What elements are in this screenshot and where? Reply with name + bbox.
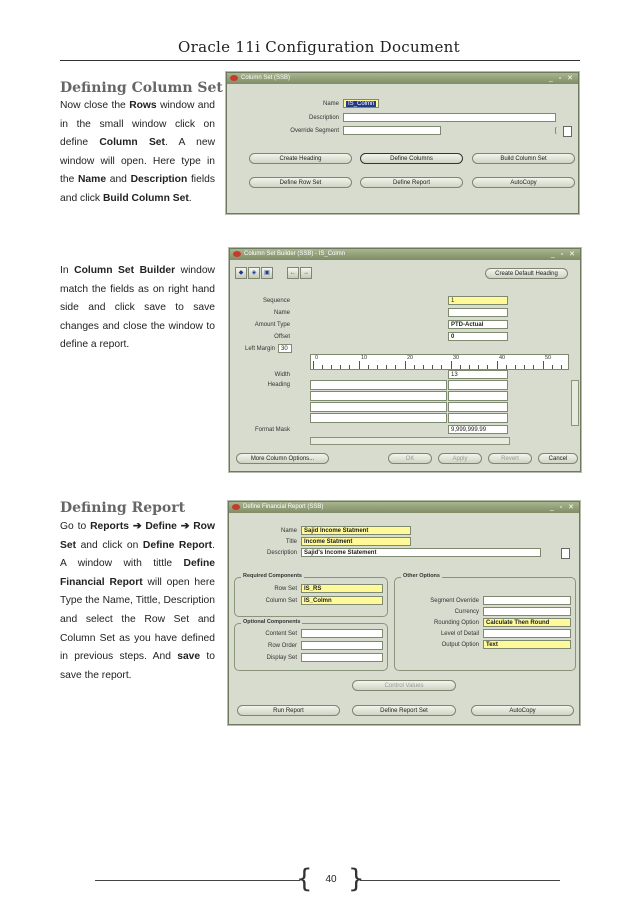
currency-label: Currency (454, 609, 479, 615)
apply-button[interactable]: Apply (438, 453, 482, 464)
section1-paragraph (60, 97, 215, 209)
document-header: Oracle 11i Configuration Document (178, 38, 460, 56)
window-title: Define Financial Report (SSB) (243, 504, 324, 510)
arrow-right-icon[interactable]: → (300, 267, 312, 279)
section-title-column-set: Defining Column Set (60, 80, 223, 96)
window-titlebar[interactable] (227, 73, 578, 84)
flex-field-checkbox[interactable] (563, 126, 572, 137)
column-set-label: Column Set (265, 598, 297, 604)
left-margin-label: Left Margin (244, 346, 275, 352)
level-of-detail-label: Level of Detail (440, 631, 479, 637)
column-ruler (310, 354, 569, 370)
autocopy-button[interactable]: AutoCopy (472, 177, 575, 188)
text: and click on (76, 539, 143, 551)
term-define-financial-report: Define Financial Report (60, 558, 215, 588)
column-set-window (226, 72, 579, 214)
control-values-button[interactable]: Control Values (352, 680, 456, 691)
header-rule (60, 60, 580, 61)
display-set-label: Display Set (266, 655, 297, 661)
section3-paragraph (60, 518, 215, 685)
name-label: Name (322, 101, 339, 107)
output-option-label: Output Option (441, 642, 479, 648)
ruler-tick (451, 361, 452, 369)
override-segment-field[interactable] (343, 126, 441, 135)
heading-field[interactable] (448, 380, 508, 390)
footer-rule-left (95, 880, 300, 881)
term-build-column-set: Build Column Set (102, 192, 189, 204)
ruler-label: 20 (407, 355, 414, 361)
ruler-tick (543, 361, 544, 369)
define-report-set-button[interactable]: Define Report Set (352, 705, 456, 716)
text: . A new window will open. Here type in the (60, 137, 215, 186)
ruler-tick (405, 361, 406, 369)
create-heading-button[interactable]: Create Heading (249, 153, 352, 164)
description-field[interactable]: Sajid's Income Statement (301, 548, 541, 557)
create-default-heading-button[interactable]: Create Default Heading (485, 268, 568, 279)
override-segment-label: Override Segment (290, 128, 339, 134)
left-brace-icon: { (296, 864, 313, 894)
term-column-set: Column Set (99, 137, 165, 149)
heading-field[interactable] (448, 413, 508, 423)
footer-rule-right (360, 880, 560, 881)
section2-paragraph (60, 262, 215, 355)
row-set-field[interactable]: IS_RS (301, 584, 383, 593)
term-description: Description (130, 174, 188, 186)
define-row-set-button[interactable]: Define Row Set (249, 177, 352, 188)
window-titlebar[interactable] (230, 249, 580, 260)
term-define: Define (145, 521, 177, 532)
term-column-set-builder: Column Set Builder (74, 265, 176, 276)
right-brace-icon: } (348, 864, 365, 894)
heading-field[interactable] (310, 391, 447, 401)
row-order-label: Row Order (267, 643, 297, 649)
column-set-field[interactable]: IS_Colmn (301, 596, 383, 605)
insert-column-icon[interactable]: ▣ (261, 267, 273, 279)
column-set-builder-window (229, 248, 581, 472)
window-title: Column Set Builder (SSB) - IS_Colmn (244, 251, 346, 257)
sequence-label: Sequence (262, 298, 290, 304)
horizontal-scrollbar[interactable] (310, 437, 510, 445)
text: and (106, 174, 131, 186)
output-option-select[interactable]: Text (483, 640, 571, 649)
text: to save the report. (60, 651, 215, 681)
term-reports: Reports (90, 521, 129, 532)
required-components-group (234, 573, 388, 617)
row-order-field[interactable] (301, 641, 383, 650)
ruler-label: 30 (453, 355, 460, 361)
content-set-field[interactable] (301, 629, 383, 638)
run-report-button[interactable]: Run Report (237, 705, 340, 716)
term-save: save (177, 651, 201, 663)
term-row-set: Row Set (60, 521, 215, 551)
text: Now close the (60, 100, 130, 111)
other-options-group (394, 573, 576, 671)
move-right-icon[interactable]: ◈ (248, 267, 260, 279)
width-field[interactable]: 13 (448, 370, 508, 379)
oracle-logo-icon (233, 251, 241, 257)
text: In (60, 265, 75, 276)
left-margin-field[interactable]: 30 (278, 344, 292, 353)
arrow-right-icon: ➔ (128, 521, 146, 532)
heading-field[interactable] (310, 413, 447, 423)
width-label: Width (274, 372, 290, 378)
group-title: Required Components (243, 573, 302, 579)
heading-label: Heading (267, 382, 290, 388)
ruler-label: 0 (315, 355, 319, 361)
amount-type-field[interactable]: PTD-Actual (448, 320, 508, 329)
content-set-label: Content Set (265, 631, 297, 637)
ruler-label: 50 (545, 355, 552, 361)
revert-button[interactable]: Revert (488, 453, 532, 464)
description-label: Description (308, 115, 339, 121)
name-label: Name (280, 528, 297, 534)
format-mask-field[interactable]: 9,999,999.99 (448, 425, 508, 434)
section-title-defining-report: Defining Report (60, 500, 186, 516)
term-name: Name (78, 174, 107, 186)
column-name-field[interactable] (448, 308, 508, 317)
heading-field[interactable] (310, 380, 447, 390)
window-titlebar[interactable] (229, 502, 579, 513)
group-title: Other Options (403, 573, 440, 579)
offset-label: Offset (274, 334, 290, 340)
move-left-icon[interactable]: ◆ (235, 267, 247, 279)
text: window and in the small window click on define (60, 100, 215, 149)
term-define-report: Define Report (142, 539, 213, 551)
sequence-field[interactable]: 1 (448, 296, 508, 305)
ruler-label: 40 (499, 355, 506, 361)
text: fields and click (60, 174, 215, 204)
rounding-option-select[interactable]: Calculate Then Round (483, 618, 571, 627)
text: Go to (60, 521, 91, 532)
arrow-right-icon: ➔ (176, 521, 194, 532)
level-of-detail-select[interactable] (483, 629, 571, 638)
define-columns-button[interactable]: Define Columns (360, 153, 463, 164)
window-controls-icon[interactable]: _ ▫ ✕ (549, 504, 576, 511)
define-financial-report-window (228, 501, 580, 725)
text: will open here Type the Name, Tittle, Description and select the Row Set and Column Set as you have defined in previous steps. And (60, 576, 215, 663)
row-set-label: Row Set (274, 586, 297, 592)
heading-scrollbar[interactable] (571, 380, 579, 426)
window-title: Column Set (SSB) (241, 75, 291, 81)
name-field[interactable]: IS_Colmn (343, 99, 379, 108)
title-field[interactable]: Income Statment (301, 537, 411, 546)
amount-type-label: Amount Type (254, 322, 290, 328)
text: . A window with tittle (60, 539, 215, 570)
heading-field[interactable] (448, 402, 508, 412)
text: window match the fields as on right hand side and click save to save changes and close the window to define a report. (60, 265, 215, 351)
arrow-left-icon[interactable]: ← (287, 267, 299, 279)
column-name-label: Name (273, 310, 290, 316)
description-label: Description (266, 550, 297, 556)
title-label: Title (285, 539, 297, 545)
oracle-logo-icon (230, 75, 238, 81)
currency-field[interactable] (483, 607, 571, 616)
name-field[interactable]: Sajid Income Statment (301, 526, 411, 535)
text: . (188, 192, 192, 204)
heading-field[interactable] (448, 391, 508, 401)
build-column-set-button[interactable]: Build Column Set (472, 153, 575, 164)
term-rows: Rows (129, 100, 157, 111)
offset-field[interactable]: 0 (448, 332, 508, 341)
segment-override-label: Segment Override (430, 598, 479, 604)
format-mask-label: Format Mask (254, 427, 290, 433)
autocopy-button[interactable]: AutoCopy (471, 705, 574, 716)
page-number: 40 (325, 874, 337, 885)
oracle-logo-icon (232, 504, 240, 510)
cancel-button[interactable]: Cancel (538, 453, 578, 464)
display-set-field[interactable] (301, 653, 383, 662)
window-controls-icon[interactable]: _ ▫ ✕ (550, 251, 577, 258)
description-field[interactable] (343, 113, 556, 122)
flex-field-checkbox[interactable] (561, 548, 570, 559)
ruler-tick (497, 361, 498, 369)
bracket-glyph: [ (555, 128, 557, 134)
window-controls-icon[interactable]: _ ▫ ✕ (548, 75, 575, 82)
group-title: Optional Components (243, 619, 301, 625)
rounding-option-label: Rounding Option (433, 620, 479, 626)
more-column-options-button[interactable]: More Column Options... (236, 453, 329, 464)
heading-field[interactable] (310, 402, 447, 412)
ruler-tick (359, 361, 360, 369)
define-report-button[interactable]: Define Report (360, 177, 463, 188)
ruler-label: 10 (361, 355, 368, 361)
ruler-tick (313, 361, 314, 369)
ok-button[interactable]: OK (388, 453, 432, 464)
segment-override-field[interactable] (483, 596, 571, 605)
optional-components-group (234, 619, 388, 671)
